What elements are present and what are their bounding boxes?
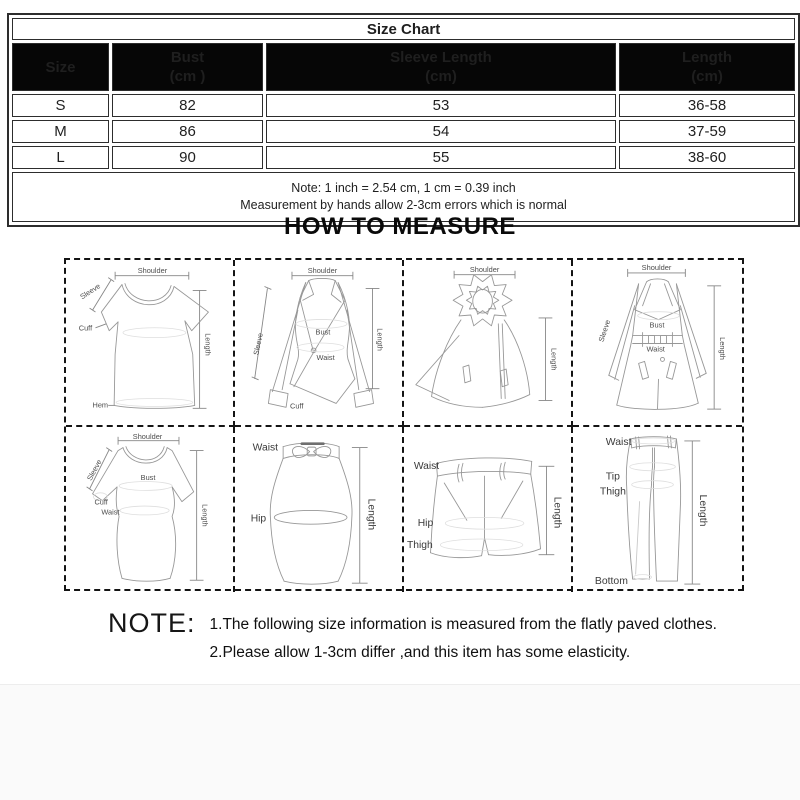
skirt-measure-lines <box>352 448 368 584</box>
measure-panel-skirt <box>235 427 404 592</box>
cell-s-sleeve: 53 <box>266 94 616 117</box>
measure-panel-dress <box>66 427 235 592</box>
label-hip: Hip <box>250 513 267 525</box>
label-sleeve: Sleeve <box>78 281 103 302</box>
label-bust: Bust <box>140 473 156 483</box>
column-header-bust: Bust (cm ) <box>112 43 263 91</box>
label-hem: Hem <box>92 400 109 410</box>
measure-diagram-grid <box>64 258 744 591</box>
label-waist: Waist <box>252 442 279 454</box>
table-row-s <box>12 94 795 117</box>
label-shoulder: Shoulder <box>132 431 163 441</box>
label-length: Length <box>365 498 377 531</box>
tshirt-bust-line <box>123 328 186 338</box>
label-length: Length <box>203 333 213 356</box>
label-cuff: Cuff <box>94 497 108 507</box>
tshirt-hem-line <box>116 399 193 407</box>
label-sleeve: Sleeve <box>596 318 613 344</box>
measure-panel-pants <box>573 427 742 592</box>
pants-diagram <box>573 427 742 592</box>
table-header-row <box>12 43 795 91</box>
label-waist: Waist <box>646 344 665 354</box>
skirt-drawing <box>270 443 352 584</box>
label-waist: Waist <box>605 436 632 448</box>
label-length: Length <box>549 347 559 371</box>
table-title-row <box>12 18 795 40</box>
fur-cape-diagram <box>404 260 571 425</box>
skirt-diagram <box>235 427 402 592</box>
cell-s-bust: 82 <box>112 94 263 117</box>
pants-drawing <box>626 436 680 581</box>
label-shoulder: Shoulder <box>641 262 672 272</box>
label-thigh: Thigh <box>406 539 433 551</box>
label-waist: Waist <box>413 461 440 473</box>
label-waist: Waist <box>316 353 335 363</box>
blazer-diagram <box>235 260 402 425</box>
label-waist: Waist <box>101 507 120 517</box>
fur-cape-drawing <box>416 275 530 408</box>
label-tip: Tip <box>605 471 620 483</box>
note-point-2: 2.Please allow 1-3cm differ ,and this item has some elasticity. <box>209 644 631 661</box>
pants-waist-line <box>632 438 676 444</box>
cell-m-size: M <box>12 120 109 143</box>
label-sleeve: Sleeve <box>84 457 104 483</box>
measure-panel-trench-coat <box>573 260 742 427</box>
blazer-waist-line <box>297 343 344 352</box>
column-header-sleeve-length: Sleeve Length (cm) <box>266 43 616 91</box>
label-cuff: Cuff <box>290 401 304 411</box>
measure-panel-blazer <box>235 260 404 427</box>
cell-m-length: 37-59 <box>619 120 795 143</box>
measure-panel-shorts <box>404 427 573 592</box>
label-length: Length <box>718 337 728 360</box>
trench-measure-lines <box>628 269 721 409</box>
bottom-note-block <box>108 608 717 667</box>
how-to-measure-heading: HOW TO MEASURE <box>284 213 516 240</box>
label-length: Length <box>200 504 210 527</box>
cell-m-bust: 86 <box>112 120 263 143</box>
table-row-m <box>12 120 795 143</box>
column-header-length: Length (cm) <box>619 43 795 91</box>
label-length: Length <box>551 496 563 529</box>
trench-bust-line <box>638 312 680 320</box>
label-cuff: Cuff <box>78 323 93 333</box>
size-chart-table <box>7 13 800 227</box>
label-bottom: Bottom <box>594 576 628 588</box>
label-length: Length <box>375 328 385 351</box>
cell-l-bust: 90 <box>112 146 263 169</box>
table-row-l <box>12 146 795 169</box>
column-header-size: Size <box>12 43 109 91</box>
label-length: Length <box>697 494 709 527</box>
cell-l-sleeve: 55 <box>266 146 616 169</box>
label-bust: Bust <box>649 320 665 330</box>
cell-s-length: 36-58 <box>619 94 795 117</box>
cell-m-sleeve: 54 <box>266 120 616 143</box>
label-thigh: Thigh <box>599 486 626 498</box>
shorts-thigh-line <box>440 539 523 551</box>
label-shoulder: Shoulder <box>469 264 500 274</box>
dress-bust-line <box>119 482 172 491</box>
dress-waist-line <box>120 506 169 515</box>
label-shoulder: Shoulder <box>307 265 338 275</box>
table-title: Size Chart <box>12 18 795 40</box>
label-bust: Bust <box>315 327 331 337</box>
shorts-drawing <box>431 458 541 558</box>
bottom-strip <box>0 684 800 800</box>
measure-panel-fur-cape <box>404 260 573 427</box>
trench-coat-diagram <box>573 260 742 425</box>
cell-s-size: S <box>12 94 109 117</box>
note-line-2: Measurement by hands allow 2-3cm errors which is normal <box>240 198 567 212</box>
cell-l-size: L <box>12 146 109 169</box>
label-shoulder: Shoulder <box>137 265 168 275</box>
label-hip: Hip <box>417 518 434 530</box>
shorts-diagram <box>404 427 571 592</box>
note-line-1: Note: 1 inch = 2.54 cm, 1 cm = 0.39 inch <box>291 181 516 195</box>
note-point-1: 1.The following size information is measured from the flatly paved clothes. <box>209 616 717 633</box>
tshirt-drawing <box>101 284 208 409</box>
cell-l-length: 38-60 <box>619 146 795 169</box>
label-sleeve: Sleeve <box>251 332 265 356</box>
measure-panel-tshirt <box>66 260 235 427</box>
tshirt-diagram <box>66 260 233 425</box>
dress-diagram <box>66 427 233 592</box>
pants-thigh-line <box>632 481 674 489</box>
note-lines <box>210 608 717 667</box>
note-label: NOTE: <box>108 608 196 638</box>
